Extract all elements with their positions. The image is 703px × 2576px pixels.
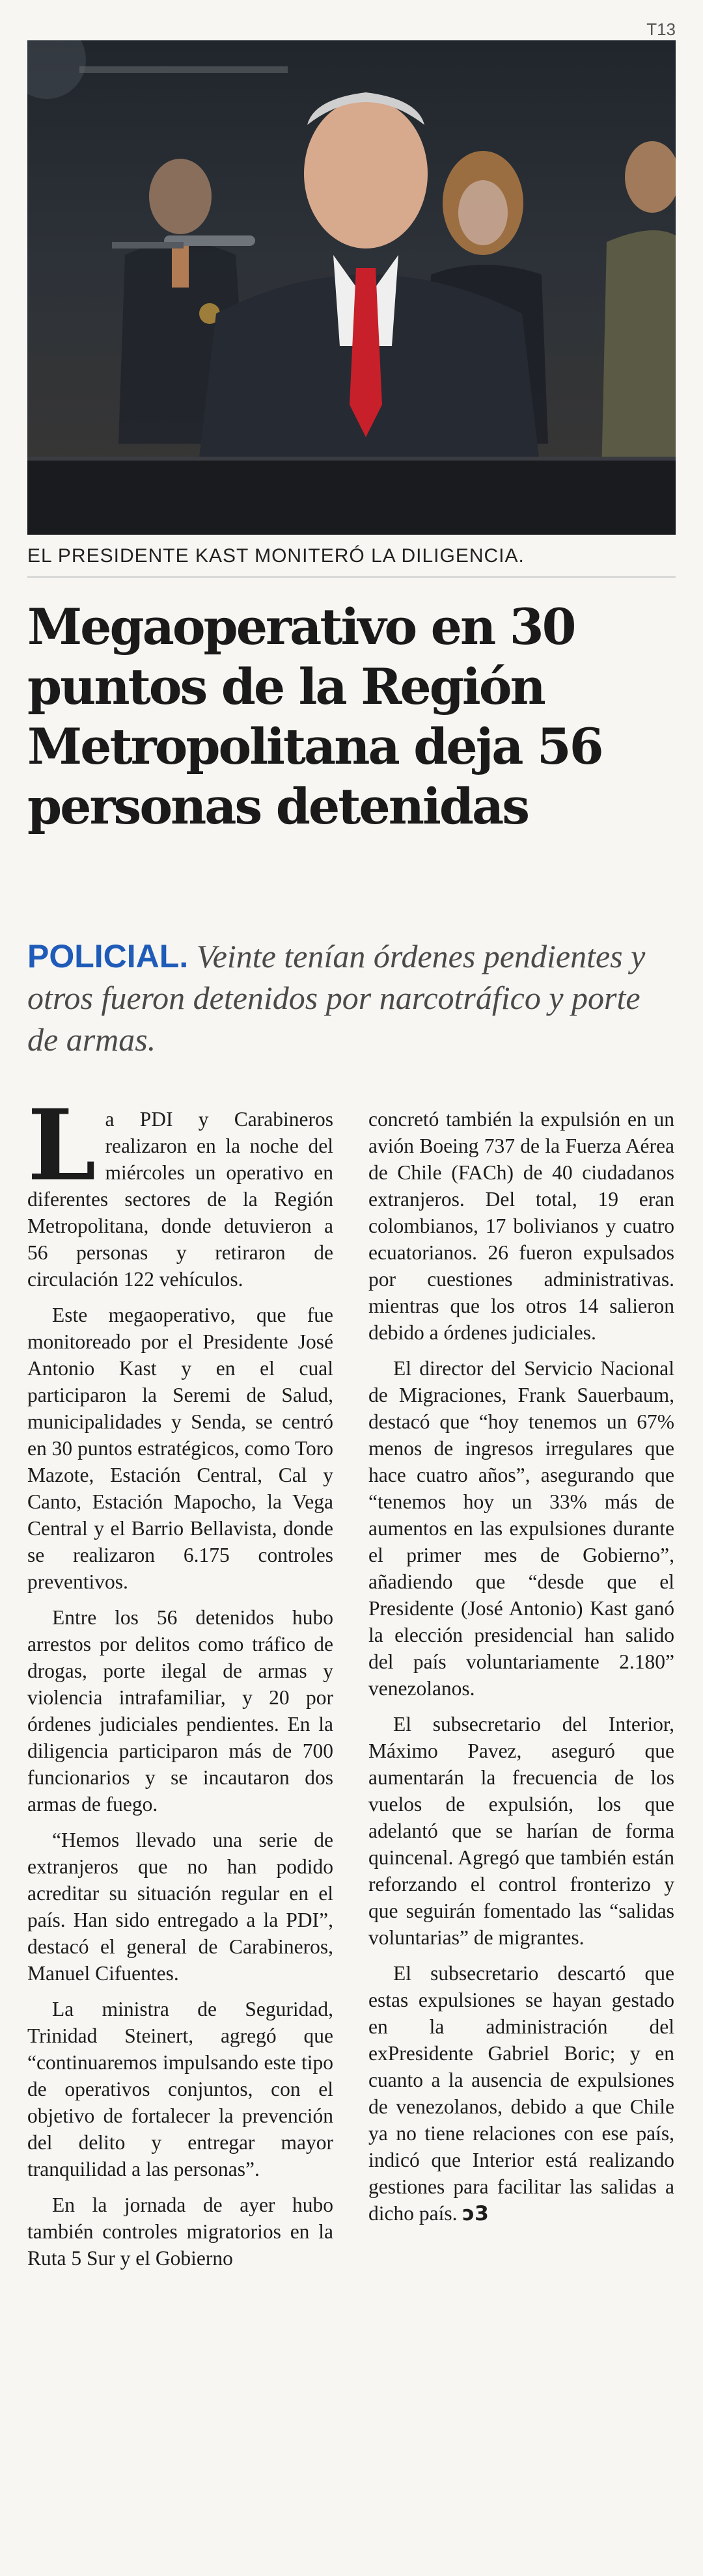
divider bbox=[27, 576, 676, 578]
drop-cap: L bbox=[27, 1088, 96, 1203]
article-paragraph: El director del Servicio Nacional de Migraciones, Frank Sauerbaum, destacó que “hoy tenemos un 67% menos de ingresos irregulares que hace cuatro años”, asegurando que “tenemos hoy un 33% más de aumentos en las expulsiones durante el primer mes de Gobierno”, añadiendo que “desde que el Presidente (José Antonio) Kast ganó la elección presidencial han salido del país voluntariamente 2.180” venezolanos. bbox=[368, 1357, 674, 1700]
end-mark: ↄ3 bbox=[462, 2202, 489, 2225]
article-paragraph: En la jornada de ayer hubo también controles migratorios en la Ruta 5 Sur y el Gobierno bbox=[27, 2194, 333, 2270]
article-paragraph: concretó también la expulsión en un avión Boeing 737 de la Fuerza Aérea de Chile (FACh) de 40 ciudadanos extranjeros. Del total, 19 eran colombianos, 17 bolivianos y cuatro ecuatorianos. 26 fueron expulsados por cuestiones administrativas. mientras que los otros 14 salieron debido a órdenes judiciales. bbox=[368, 1108, 674, 1344]
section-label: POLICIAL. bbox=[27, 938, 189, 974]
article-paragraph: La ministra de Seguridad, Trinidad Steinert, agregó que “continuaremos impulsando este tipo de operativos conjuntos, con el objetivo de fortalecer la prevención del delito y entregar mayor tranquilidad a las personas”. bbox=[27, 1998, 333, 2180]
article-column-1 bbox=[27, 1088, 333, 2281]
photo-caption: EL PRESIDENTE KAST MONITERÓ LA DILIGENCIA. bbox=[27, 545, 525, 567]
news-photo bbox=[27, 40, 676, 535]
article-paragraph: El subsecretario del Interior, Máximo Pavez, aseguró que aumentarán la frecuencia de los vuelos de expulsión, los que adelantó que se harían de forma quincenal. Agregó que también están reforzando el control fronterizo y que seguirán fomentado las “salidas voluntarias” de migrantes. bbox=[368, 1713, 674, 1949]
subheadline bbox=[27, 935, 676, 1060]
headline: Megaoperativo en 30 puntos de la Región Metropolitana deja 56 personas detenidas bbox=[27, 598, 602, 835]
page-number: T13 bbox=[646, 20, 676, 39]
photo-illustration bbox=[27, 40, 676, 535]
article-paragraph: Este megaoperativo, que fue monitoreado por el Presidente José Antonio Kast y en el cual participaron la Seremi de Salud, municipalidades y Senda, se centró en 30 puntos estratégicos, como Toro Mazote, Estación Central, Cal y Canto, Estación Mapocho, la Vega Central y el Barrio Bellavista, donde se realizaron 6.175 controles preventivos. bbox=[27, 1304, 333, 1593]
article-paragraph: La PDI y Carabineros realizaron en la noche del miércoles un operativo en diferentes sectores de la Región Metropolitana, donde detuvieron a 56 personas y retiraron de circulación 122 vehículos. bbox=[27, 1088, 333, 1291]
article-paragraph: Entre los 56 detenidos hubo arrestos por delitos como tráfico de drogas, porte ilegal de armas y violencia intrafamiliar, y 20 por órdenes judiciales pendientes. En la diligencia participaron más de 700 funcionarios y se incautaron dos armas de fuego. bbox=[27, 1606, 333, 1816]
subheadline-text: Veinte tenían órdenes pendientes y otros fueron detenidos por narcotráfico y porte de armas. bbox=[27, 938, 646, 1058]
article-paragraph: El subsecretario descartó que estas expulsiones se hayan gestado en la administración del exPresidente Gabriel Boric; y en cuanto a la ausencia de expulsiones de venezolanos, debido a que Chile ya no tiene relaciones con ese país, indicó que Interior está realizando gestiones para facilitar las salidas a dicho país. ↄ3 bbox=[368, 1962, 674, 2225]
article-paragraph: “Hemos llevado una serie de extranjeros que no han podido acreditar su situación regular en el país. Han sido entregado a la PDI”, destacó el general de Carabineros, Manuel Cifuentes. bbox=[27, 1829, 333, 1985]
article-column-2 bbox=[368, 1106, 674, 2236]
